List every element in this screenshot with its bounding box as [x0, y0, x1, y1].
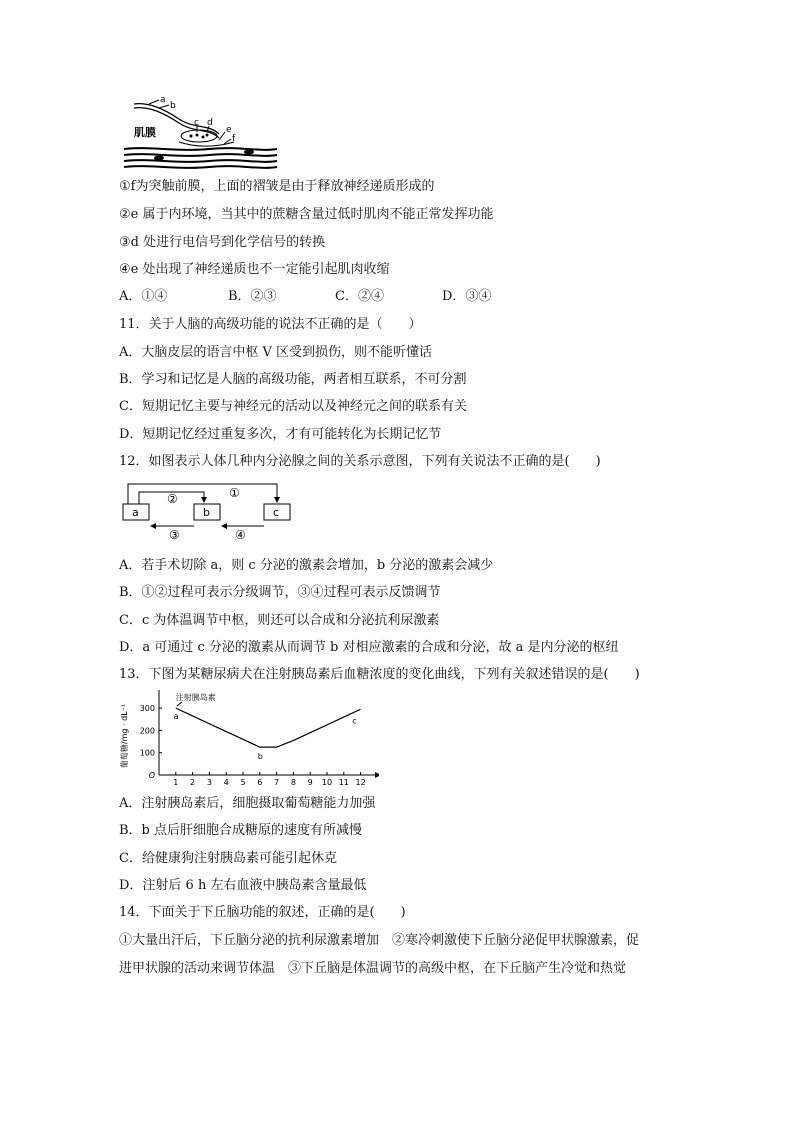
- svg-text:②: ②: [167, 492, 178, 506]
- x-tick-label: 8: [290, 778, 296, 787]
- q10-statement-4: ④e 处出现了神经递质也不一定能引起肌肉收缩: [119, 262, 390, 277]
- svg-text:a: a: [132, 506, 139, 519]
- x-tick-label: 2: [190, 778, 196, 787]
- q11-option-a: A．大脑皮层的语言中枢 V 区受到损伤，则不能听懂话: [119, 345, 433, 360]
- q10-statement-2: ②e 属于内环境，当其中的蔗糖含量过低时肌肉不能正常发挥功能: [119, 207, 494, 222]
- y-tick-label: 300: [139, 704, 155, 714]
- label-e: e: [226, 125, 232, 135]
- q13-stem: 13．下图为某糖尿病犬在注射胰岛素后血糖浓度的变化曲线，下列有关叙述错误的是( ): [119, 667, 640, 682]
- y-tick-label: 200: [139, 726, 155, 736]
- x-tick-label: 9: [307, 778, 313, 787]
- glucose-chart: [119, 690, 379, 790]
- x-tick-label: 5: [240, 778, 246, 787]
- x-tick-label: 6: [257, 778, 263, 787]
- q11-option-c: C．短期记忆主要与神经元的活动以及神经元之间的联系有关: [119, 399, 467, 414]
- q14-line-1: ①大量出汗后，下丘脑分泌的抗利尿激素增加 ②寒冷刺激使下丘脑分泌促甲状腺激素，促: [119, 933, 640, 948]
- endocrine-diagram: [119, 479, 304, 545]
- q12-option-a: A．若手术切除 a，则 c 分泌的激素会增加，b 分泌的激素会减少: [119, 558, 494, 573]
- q10-statement-1: ①f为突触前膜，上面的褶皱是由于释放神经递质形成的: [119, 179, 435, 194]
- glucose-curve: [173, 708, 361, 747]
- point-label-b: b: [257, 752, 263, 762]
- q10-option-d: D．③④: [442, 289, 492, 304]
- q13-option-b: B．b 点后肝细胞合成糖原的速度有所减慢: [119, 823, 363, 838]
- q12-stem: 12．如图表示人体几种内分泌腺之间的关系示意图，下列有关说法不正确的是( ): [119, 454, 601, 469]
- svg-text:b: b: [203, 506, 210, 519]
- q10-option-c: C．②④: [335, 289, 384, 304]
- label-a: a: [160, 95, 166, 105]
- svg-text:④: ④: [235, 528, 246, 542]
- y-axis-label: 葡萄糖/mg · dL⁻¹: [120, 703, 129, 769]
- q14-line-2: 进甲状腺的活动来调节体温 ③下丘脑是体温调节的高级中枢，在下丘脑产生冷觉和热觉: [119, 961, 627, 976]
- synapse-figure: [119, 94, 279, 174]
- x-tick-label: 10: [321, 778, 333, 787]
- injection-arrow: [177, 702, 182, 706]
- y-tick-label: O: [148, 771, 155, 780]
- q14-stem: 14．下面关于下丘脑功能的叙述，正确的是( ): [119, 905, 406, 920]
- membrane-label: 肌膜: [134, 126, 156, 139]
- x-tick-label: 7: [274, 778, 280, 787]
- x-tick-label: 1: [173, 778, 179, 787]
- q10-option-a: A．①④: [119, 289, 168, 304]
- label-b: b: [170, 101, 176, 111]
- q12-option-d: D．a 可通过 c 分泌的激素从而调节 b 对相应激素的合成和分泌，故 a 是内分泌的枢纽: [119, 640, 619, 655]
- x-tick-label: 11: [338, 778, 349, 787]
- q10-option-b: B．②③: [228, 289, 277, 304]
- x-tick-label: 3: [206, 778, 212, 787]
- x-axis-arrow: [375, 772, 379, 778]
- x-tick-label: 12: [355, 778, 366, 787]
- label-f: f: [232, 134, 236, 144]
- q10-statement-3: ③d 处进行电信号到化学信号的转换: [119, 235, 326, 250]
- x-tick-label: 4: [223, 778, 229, 787]
- label-d: d: [207, 118, 213, 128]
- muscle-fiber: [124, 148, 277, 168]
- label-c: c: [194, 118, 199, 128]
- q11-option-d: D．短期记忆经过重复多次，才有可能转化为长期记忆节: [119, 427, 442, 442]
- q13-option-c: C．给健康狗注射胰岛素可能引起休克: [119, 851, 337, 866]
- q13-option-a: A．注射胰岛素后，细胞摄取葡萄糖能力加强: [119, 796, 376, 811]
- q12-option-c: C．c 为体温调节中枢，则还可以合成和分泌抗利尿激素: [119, 613, 440, 628]
- svg-text:①: ①: [229, 486, 240, 500]
- q11-stem: 11．关于人脑的高级功能的说法不正确的是（ ）: [119, 317, 422, 332]
- y-tick-label: 100: [139, 748, 155, 758]
- point-label-a: a: [173, 712, 179, 722]
- arrow-1: [128, 484, 277, 504]
- point-label-c: c: [352, 716, 357, 726]
- q13-option-d: D．注射后 6 h 左右血液中胰岛素含量最低: [119, 878, 367, 893]
- svg-text:c: c: [273, 506, 280, 519]
- svg-text:③: ③: [169, 528, 180, 542]
- injection-annotation: 注射胰岛素: [175, 693, 216, 702]
- q12-option-b: B．①②过程可表示分级调节，③④过程可表示反馈调节: [119, 585, 441, 600]
- q11-option-b: B．学习和记忆是人脑的高级功能，两者相互联系，不可分割: [119, 372, 467, 387]
